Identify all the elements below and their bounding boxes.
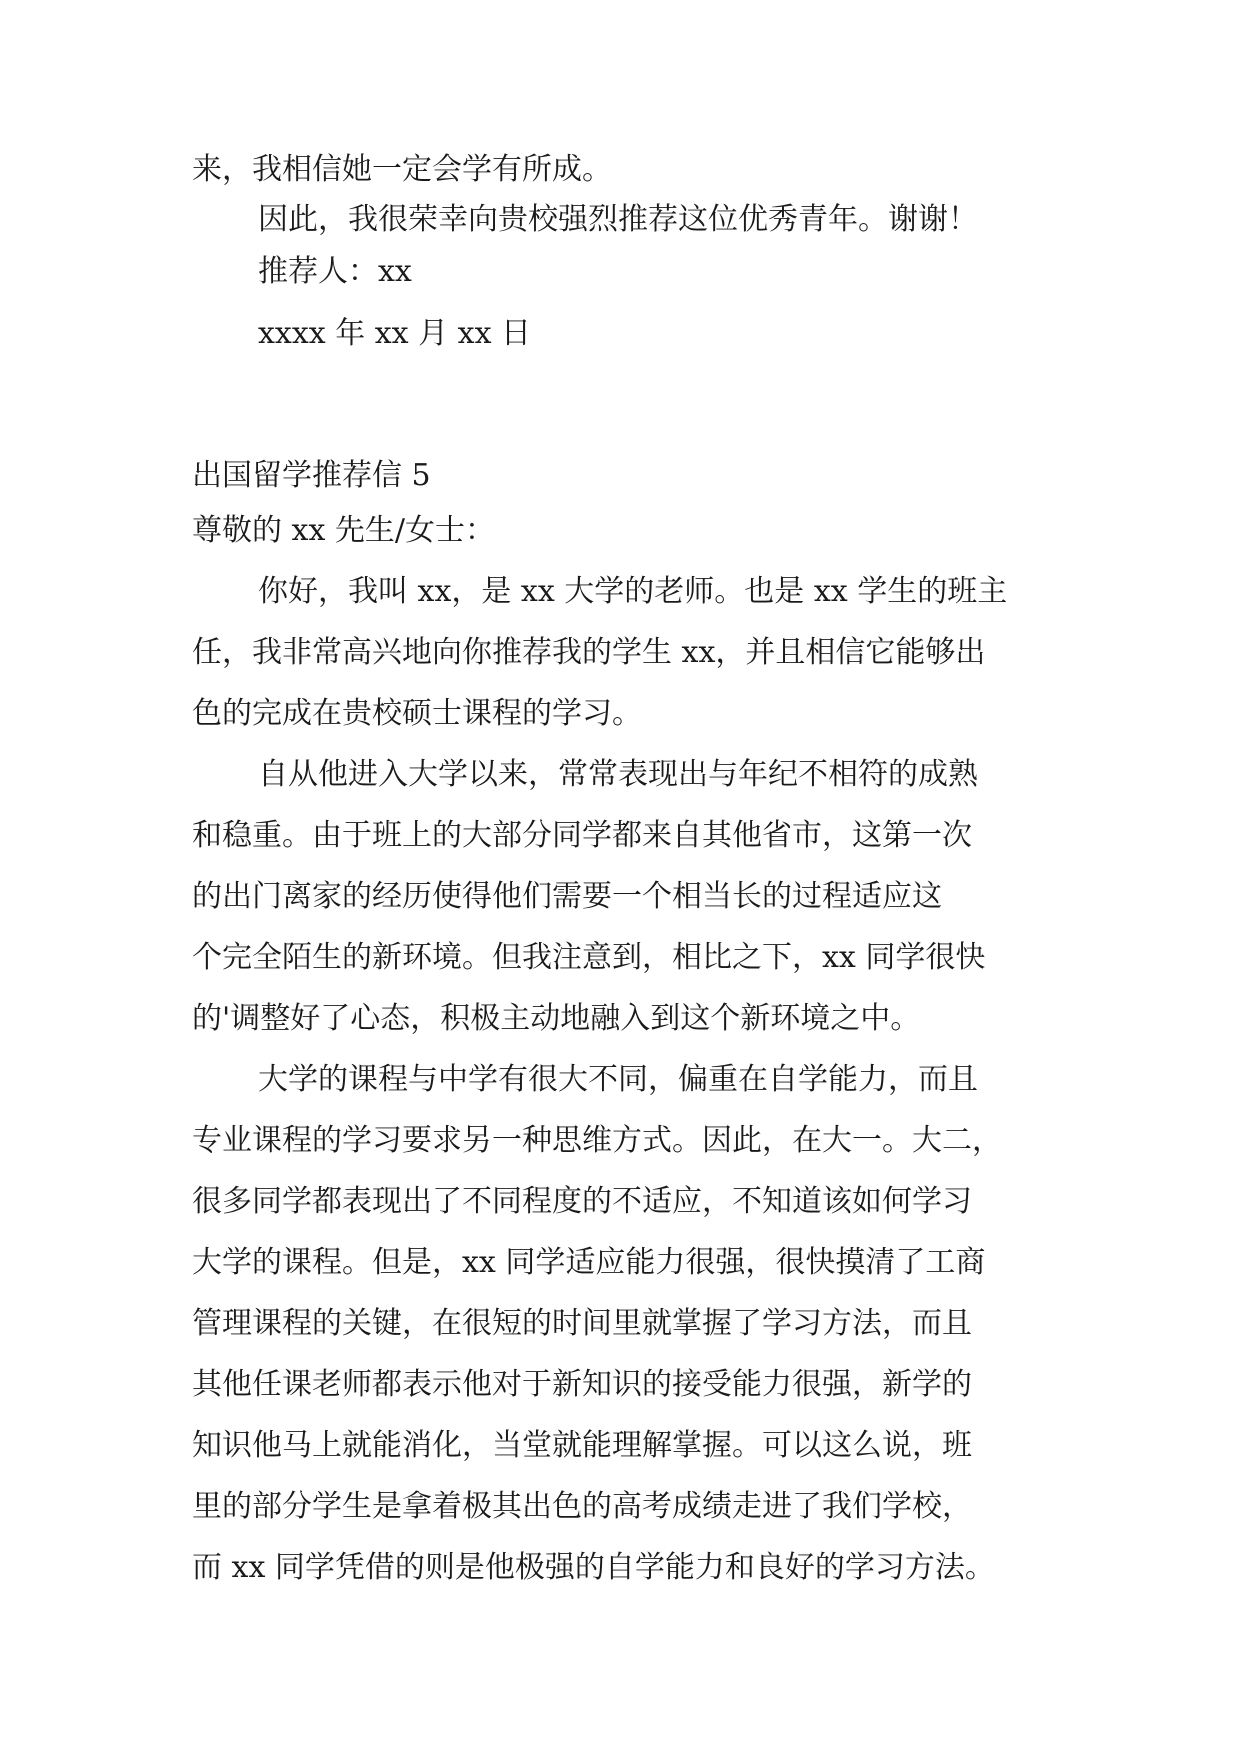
paragraph-line: 知识他马上就能消化，当堂就能理解掌握。可以这么说，班 <box>192 1428 972 1463</box>
paragraph-line: 大学的课程。但是，xx 同学适应能力很强，很快摸清了工商 <box>192 1245 986 1280</box>
paragraph-line: 的出门离家的经历使得他们需要一个相当长的过程适应这 <box>192 879 942 914</box>
paragraph-line: 任，我非常高兴地向你推荐我的学生 xx，并且相信它能够出 <box>192 635 986 670</box>
recommender-line: 推荐人：xx <box>258 254 412 289</box>
paragraph-line: 因此，我很荣幸向贵校强烈推荐这位优秀青年。谢谢！ <box>258 202 978 237</box>
paragraph-line: 自从他进入大学以来，常常表现出与年纪不相符的成熟 <box>258 757 978 792</box>
paragraph-line: 里的部分学生是拿着极其出色的高考成绩走进了我们学校， <box>192 1489 972 1524</box>
paragraph-line: 色的完成在贵校硕士课程的学习。 <box>192 696 642 731</box>
letter-title: 出国留学推荐信 5 <box>192 458 431 493</box>
date-line: xxxx 年 xx 月 xx 日 <box>258 316 532 351</box>
paragraph-line: 专业课程的学习要求另一种思维方式。因此，在大一。大二， <box>192 1123 1002 1158</box>
paragraph-line: 个完全陌生的新环境。但我注意到，相比之下，xx 同学很快 <box>192 940 986 975</box>
paragraph-line: 你好，我叫 xx，是 xx 大学的老师。也是 xx 学生的班主 <box>258 574 1008 609</box>
paragraph-line: 来，我相信她一定会学有所成。 <box>192 152 612 187</box>
paragraph-line: 大学的课程与中学有很大不同，偏重在自学能力，而且 <box>258 1062 978 1097</box>
paragraph-line: 而 xx 同学凭借的则是他极强的自学能力和良好的学习方法。 <box>192 1550 995 1585</box>
paragraph-line: 管理课程的关键，在很短的时间里就掌握了学习方法，而且 <box>192 1306 972 1341</box>
paragraph-line: 很多同学都表现出了不同程度的不适应，不知道该如何学习 <box>192 1184 972 1219</box>
paragraph-line: 其他任课老师都表示他对于新知识的接受能力很强，新学的 <box>192 1367 972 1402</box>
paragraph-line: 和稳重。由于班上的大部分同学都来自其他省市，这第一次 <box>192 818 972 853</box>
paragraph-line: 的'调整好了心态，积极主动地融入到这个新环境之中。 <box>192 1001 921 1036</box>
salutation: 尊敬的 xx 先生/女士： <box>192 513 496 548</box>
